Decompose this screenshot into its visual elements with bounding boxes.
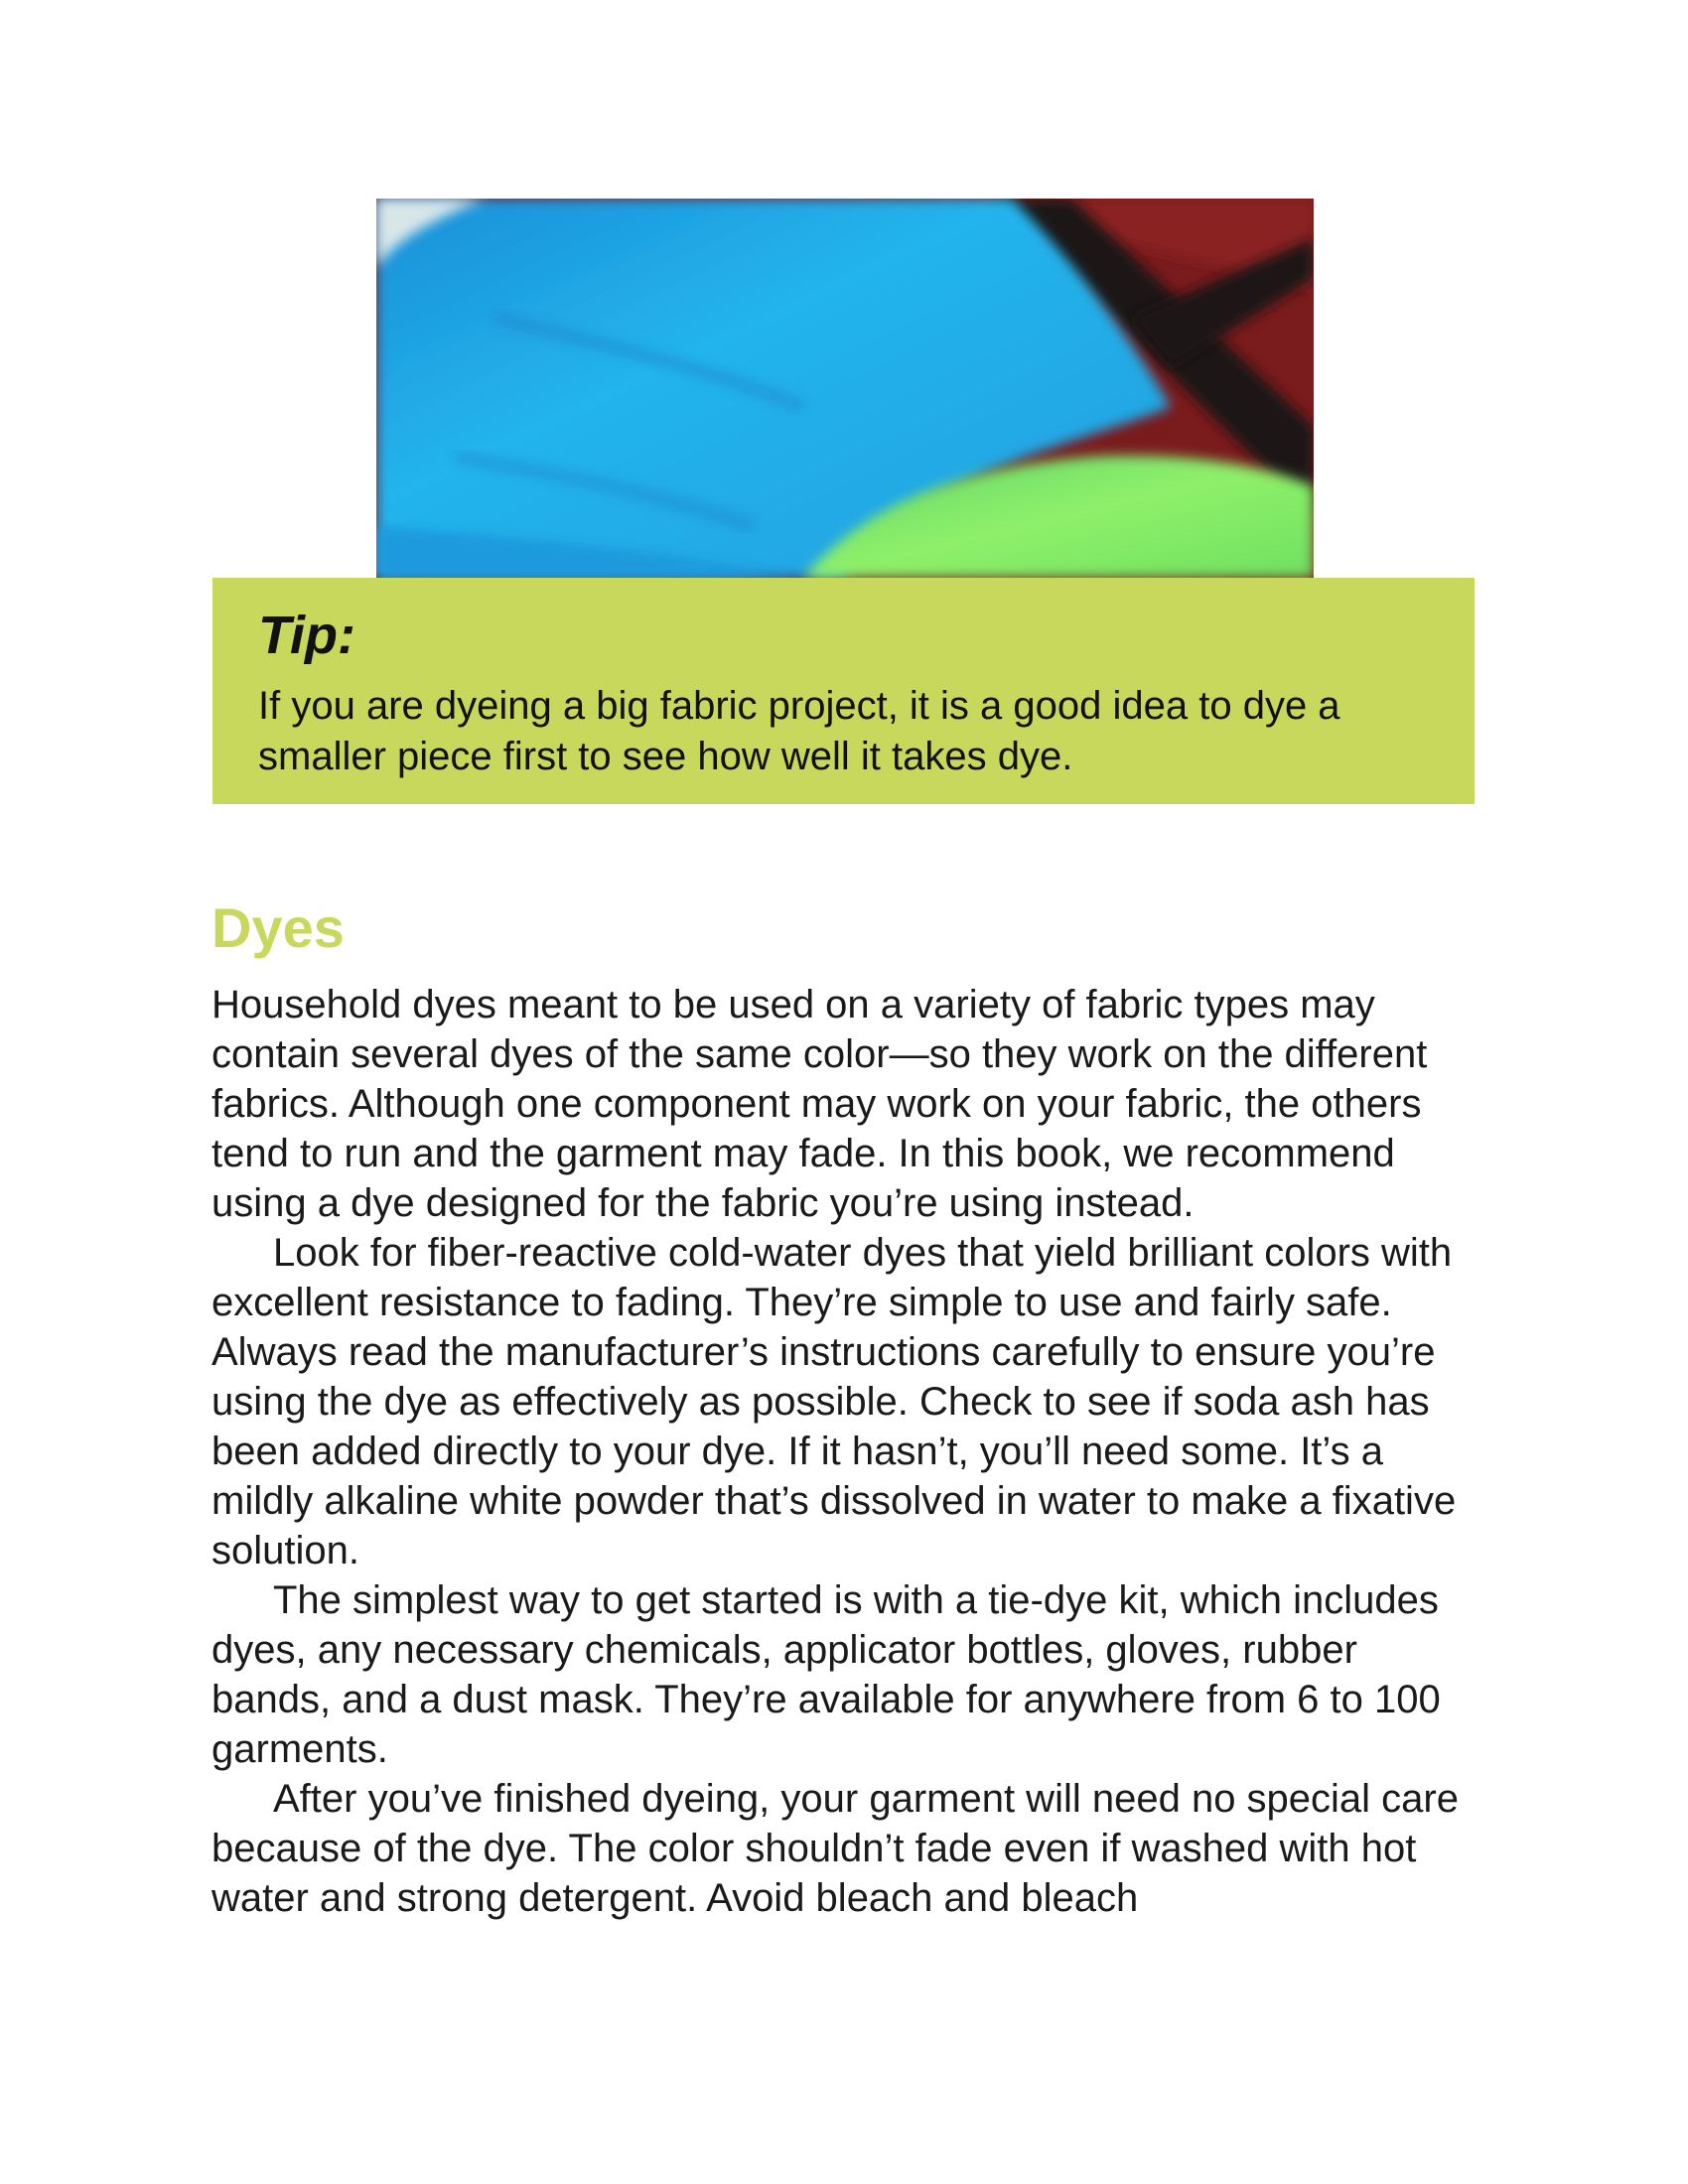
dyed-fabric-photo [376,199,1314,578]
paragraph-3: The simplest way to get started is with a tie-dye kit, which includes dyes, any necessary chemicals, applicator bottles, gloves, rubber bands, and a dust mask. They’re available for anywhere from 6 to 100 garments. [211,1578,1441,1771]
paragraph-2: Look for fiber-reactive cold-water dyes that yield brilliant colors with excellent resistance to fading. They’re simple to use and fairly safe. Always read the manufacturer’s instructions carefully to ensure you’re using the dye as effectively as possible. Check to see if soda ash has been added directly to your dye. If it hasn’t, you’ll need some. It’s a mildly alkaline white powder that’s dissolved in water to make a fixative solution. [211,1231,1457,1572]
body-text [211,980,1482,1923]
paragraph-4: After you’ve finished dyeing, your garment will need no special care because of the dye. The color shouldn’t fade even if washed with hot water and strong detergent. Avoid bleach and bleach [211,1777,1459,1920]
section-heading: Dyes [211,896,345,959]
dyed-fabric-image [376,199,1314,578]
tip-text: If you are dyeing a big fabric project, it is a good idea to dye a smaller piece first to see how well it takes dye. [258,684,1340,778]
tip-title: Tip: [258,606,355,665]
tip-callout [212,578,1475,804]
paragraph-1: Household dyes meant to be used on a variety of fabric types may contain several dyes of the same color—so they work on the different fabrics. Although one component may work on your fabric, the others tend to run and the garment may fade. In this book, we recommend using a dye designed for the fabric you’re using instead. [211,983,1428,1225]
